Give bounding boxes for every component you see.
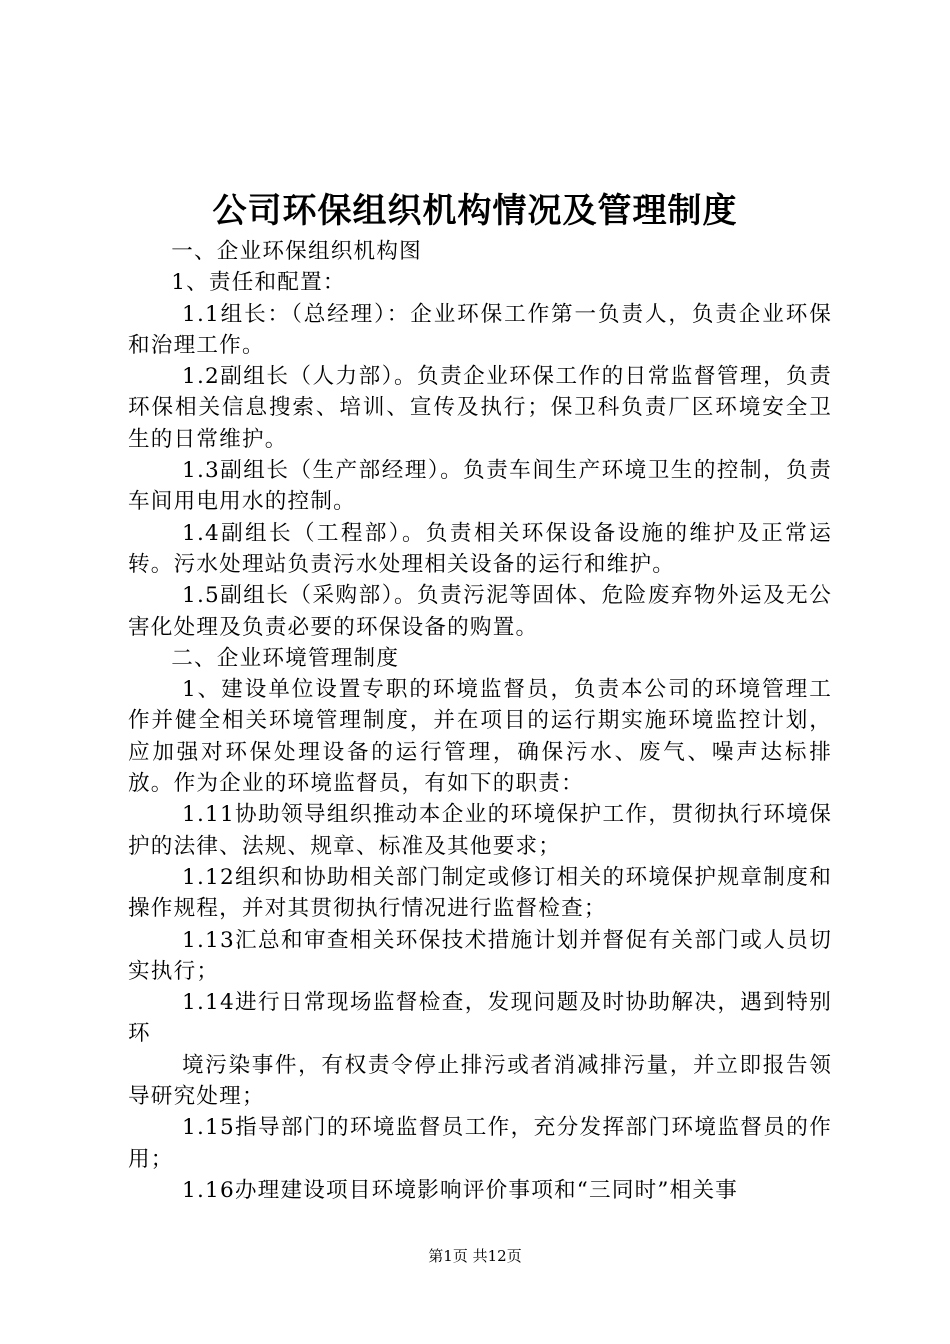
document-body	[128, 236, 832, 1206]
paragraph: 1.12组织和协助相关部门制定或修订相关的环境保护规章制度和操作规程，并对其贯彻执行情况进行监督检查；	[128, 864, 832, 922]
paragraph: 1.16办理建设项目环境影响评价事项和“三同时”相关事	[182, 1177, 739, 1203]
document-title: 公司环保组织机构情况及管理制度	[212, 191, 738, 231]
paragraph: 1.4副组长（工程部）。负责相关环保设备设施的维护及正常运转。污水处理站负责污水处理相关设备的运行和维护。	[128, 520, 832, 577]
paragraph: 1.13汇总和审查相关环保技术措施计划并督促有关部门或人员切实执行；	[128, 927, 832, 984]
section-heading: 一、企业环保组织机构图	[171, 239, 422, 264]
paragraph: 1.5副组长（采购部）。负责污泥等固体、危险废弃物外运及无公害化处理及负责必要的环保设备的购置。	[128, 583, 832, 640]
paragraph: 1.1组长：（总经理）：企业环保工作第一负责人，负责企业环保和治理工作。	[128, 301, 832, 358]
paragraph: 1.11协助领导组织推动本企业的环境保护工作，贯彻执行环境保护的法律、法规、规章、标准及其他要求；	[128, 802, 832, 859]
paragraph: 1.14进行日常现场监督检查，发现问题及时协助解决，遇到特别环	[128, 990, 832, 1047]
paragraph: 1.3副组长（生产部经理）。负责车间生产环境卫生的控制，负责车间用电用水的控制。	[128, 458, 832, 515]
paragraph: 1.2副组长（人力部）。负责企业环保工作的日常监督管理，负责环保相关信息搜索、培训、宣传及执行；保卫科负责厂区环境安全卫生的日常维护。	[128, 364, 832, 452]
section-heading: 二、企业环境管理制度	[171, 645, 400, 671]
page-number-footer: 第1页 共12页	[428, 1247, 522, 1265]
paragraph: 1.15指导部门的环境监督员工作，充分发挥部门环境监督员的作用；	[128, 1115, 832, 1172]
paragraph: 1、建设单位设置专职的环境监督员，负责本公司的环境管理工作并健全相关环境管理制度，并在项目的运行期实施环境监控计划，应加强对环保处理设备的运行管理，确保污水、废气、噪声达标排放。作为企业的环境监督员，有如下的职责：	[128, 677, 832, 797]
subsection-heading: 1、责任和配置：	[171, 270, 346, 296]
paragraph: 境污染事件，有权责令停止排污或者消减排污量，并立即报告领导研究处理；	[128, 1052, 832, 1110]
